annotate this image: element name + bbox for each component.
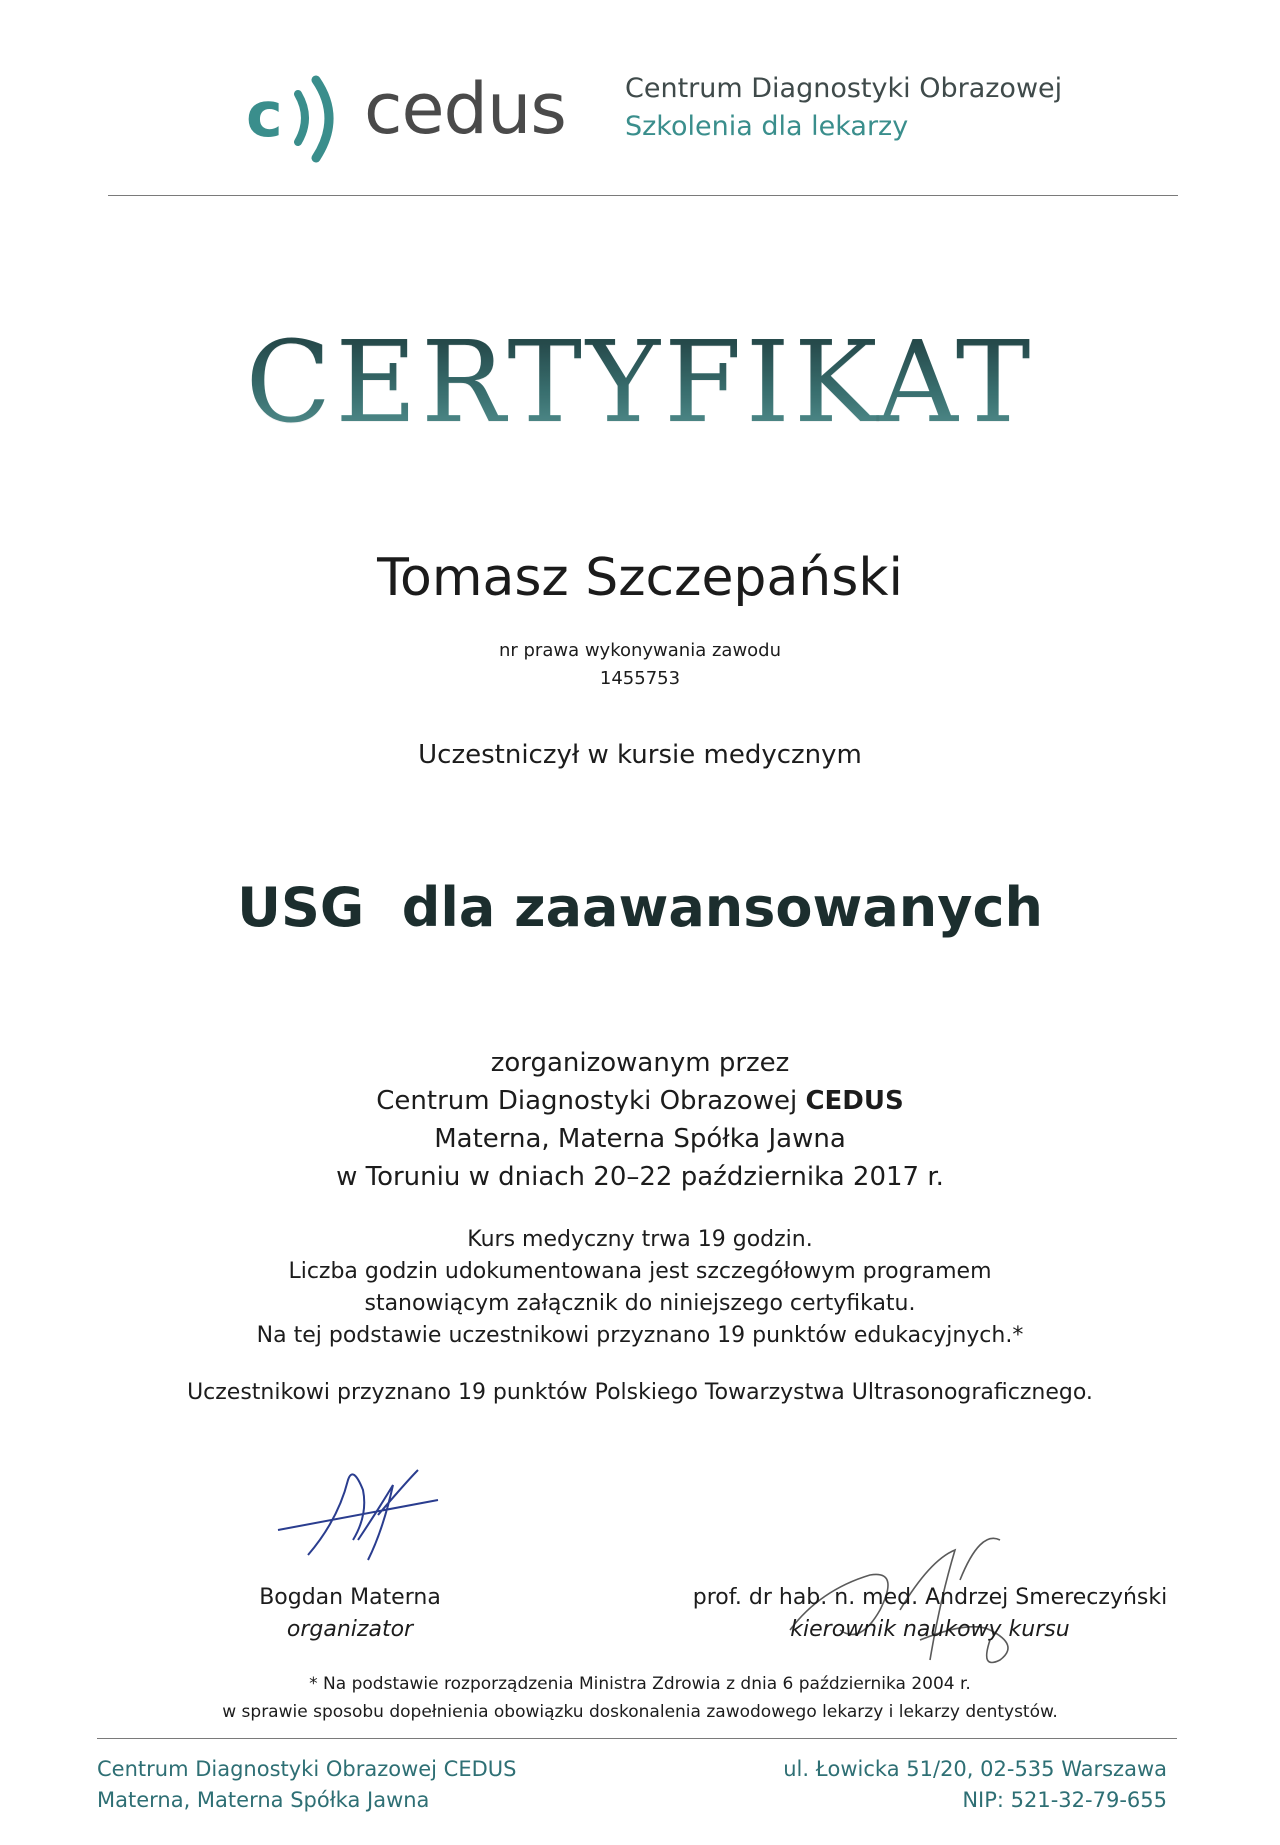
signer-role-organizer: organizator — [286, 1617, 414, 1642]
logo-wordmark: cedus — [364, 68, 566, 150]
organizer-line-3: Materna, Materna Spółka Jawna — [434, 1124, 846, 1154]
header-text — [625, 70, 1062, 146]
hours-block — [0, 1224, 1280, 1352]
footer-address — [783, 1754, 1167, 1816]
footer-company-line-2: Materna, Materna Spółka Jawna — [97, 1788, 430, 1812]
hours-line-4: Na tej podstawie uczestnikowi przyznano 19 punktów edukacyjnych.* — [256, 1323, 1024, 1348]
header-divider — [108, 195, 1178, 196]
signer-name-organizer: Bogdan Materna — [259, 1585, 441, 1610]
footnote-line-2: w sprawie sposobu dopełnienia obowiązku doskonalenia zawodowego lekarzy i lekarzy dentystów. — [222, 1702, 1058, 1722]
hours-line-1: Kurs medyczny trwa 19 godzin. — [467, 1227, 813, 1252]
hours-line-3: stanowiącym załącznik do niniejszego certyfikatu. — [364, 1291, 916, 1316]
license-label: nr prawa wykonywania zawodu — [498, 640, 782, 661]
footer-company-line-1: Centrum Diagnostyki Obrazowej CEDUS — [97, 1757, 517, 1781]
organizer-line-2 — [0, 1082, 1280, 1120]
course-name: USG dla zaawansowanych — [237, 876, 1043, 939]
organizer-line-1: zorganizowanym przez — [490, 1048, 790, 1078]
signature-organizer-icon — [268, 1460, 448, 1570]
signer-name-director: prof. dr hab. n. med. Andrzej Smereczyński — [692, 1585, 1168, 1610]
header-line-2: Szkolenia dla lekarzy — [625, 111, 909, 142]
participated-text: Uczestniczył w kursie medycznym — [418, 740, 862, 770]
footer-company — [97, 1754, 516, 1816]
license-number: 1455753 — [599, 668, 681, 689]
footnote — [0, 1670, 1280, 1726]
header-line-1: Centrum Diagnostyki Obrazowej — [625, 73, 1063, 104]
svg-text:c: c — [246, 78, 283, 151]
organizer-block — [0, 1044, 1280, 1196]
footnote-line-1: * Na podstawie rozporządzenia Ministra Zdrowia z dnia 6 października 2004 r. — [309, 1674, 971, 1694]
hours-line-2: Liczba godzin udokumentowana jest szczegółowym programem — [288, 1259, 992, 1284]
recipient-name: Tomasz Szczepański — [377, 548, 903, 608]
signature-block-director — [690, 1582, 1170, 1646]
footer-divider — [97, 1738, 1177, 1739]
signature-block-organizer — [230, 1582, 470, 1646]
organizer-brand: CEDUS — [805, 1086, 904, 1116]
footer-nip: NIP: 521-32-79-655 — [962, 1788, 1167, 1812]
ptu-points-text: Uczestnikowi przyznano 19 punktów Polskiego Towarzystwa Ultrasonograficznego. — [187, 1380, 1093, 1405]
signer-role-director: kierownik naukowy kursu — [790, 1617, 1070, 1642]
organizer-line-4: w Toruniu w dniach 20–22 października 2017 r. — [336, 1162, 944, 1192]
certificate-title: CERTYFIKAT — [0, 318, 1280, 448]
footer-address-line: ul. Łowicka 51/20, 02-535 Warszawa — [783, 1757, 1167, 1781]
cedus-logo-icon — [246, 66, 366, 176]
organizer-name: Centrum Diagnostyki Obrazowej — [376, 1086, 806, 1116]
